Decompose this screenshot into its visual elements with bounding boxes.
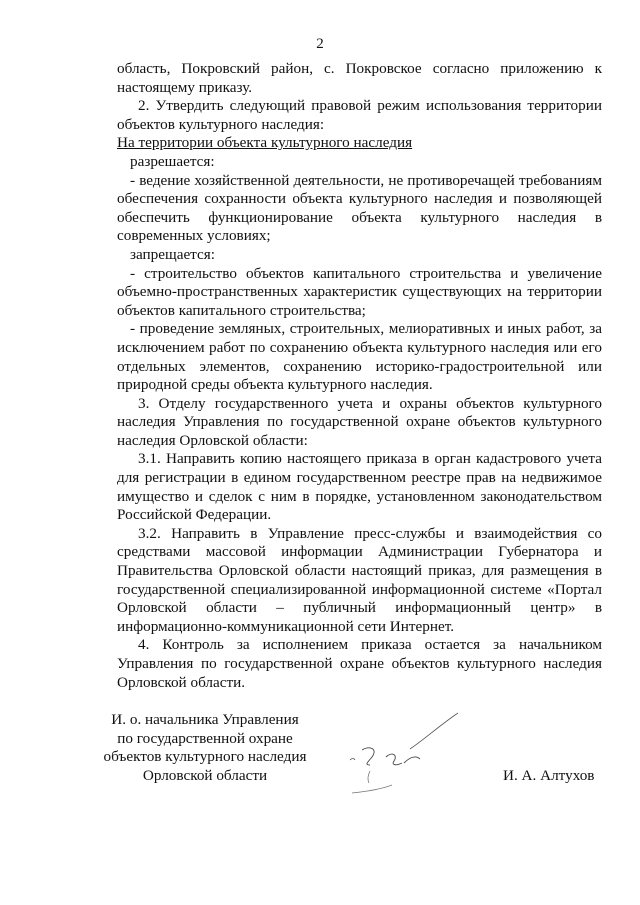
position-line: объектов культурного наследия	[103, 748, 307, 766]
permitted-item: - ведение хозяйственной деятельности, не противоречащей требованиям обеспечения сохранности объекта культурного наследия и позволяющей обеспечить функционирование объекта культурного наследия в современных условиях;	[117, 171, 602, 245]
paragraph-item-3: 3. Отделу государственного учета и охраны объектов культурного наследия Управления по государственной охране объектов культурного наследия Орловской области:	[117, 394, 602, 449]
label-prohibited: запрещается:	[130, 245, 215, 263]
prohibited-item-construction: - строительство объектов капитального строительства и увеличение объемно-пространственных характеристик существующих на территории объектов капитального строительства;	[117, 264, 602, 319]
signatory-position	[100, 711, 310, 785]
document-body	[117, 60, 602, 692]
position-line: Орловской области	[142, 766, 268, 784]
subheading-text: На территории объекта культурного наследия	[117, 134, 413, 152]
signer-name: И. А. Алтухов	[503, 767, 595, 784]
paragraph-item-3-1: 3.1. Направить копию настоящего приказа в орган кадастрового учета для регистрации в едином государственном реестре прав на недвижимое имущество и сделок с ним в порядке, установленном законодательством Российской Федерации.	[117, 450, 602, 524]
position-line: И. о. начальника Управления	[111, 711, 299, 728]
label-permitted: разрешается:	[130, 152, 215, 170]
paragraph-item-4: 4. Контроль за исполнением приказа остается за начальником Управления по государственной охране объектов культурного наследия Орловской области.	[117, 636, 602, 691]
subheading-territory	[117, 134, 602, 153]
prohibited-item-works: - проведение земляных, строительных, мелиоративных и иных работ, за исключением работ по сохранению объекта культурного наследия или его отдельных элементов, сохранению историко-градостроительной или природной среды объекта культурного наследия.	[117, 320, 602, 394]
paragraph-item-2: 2. Утвердить следующий правовой режим использования территории объектов культурного наследия:	[117, 97, 602, 133]
paragraph-continuation: область, Покровский район, с. Покровское согласно приложению к настоящему приказу.	[117, 60, 602, 96]
paragraph-item-3-2: 3.2. Направить в Управление пресс-службы и взаимодействия со средствами массовой информации Администрации Губернатора и Правительства Орловской области настоящий приказ, для размещения в государственной специализированной информационной системе «Портал Орловской области – публичный информационный центр» в информационно-коммуникационной сети Интернет.	[117, 524, 602, 635]
handwritten-signature	[340, 705, 470, 800]
page-number: 2	[316, 36, 324, 52]
position-line: по государственной охране	[117, 729, 293, 747]
